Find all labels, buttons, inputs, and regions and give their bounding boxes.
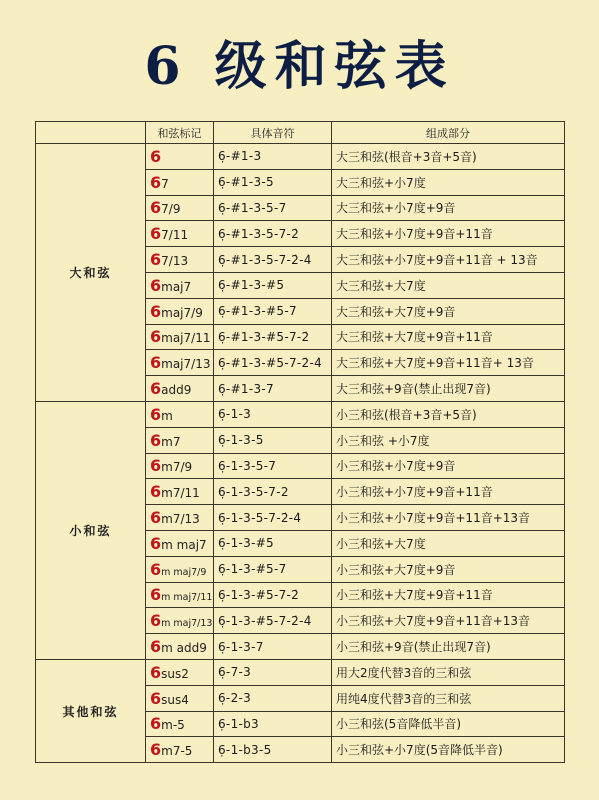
chord-mark-cell xyxy=(146,685,214,711)
chord-mark-cell xyxy=(146,711,214,737)
chord-root: 6 xyxy=(150,327,162,347)
chord-notes-cell: 6̣-1-3-#5-7-2̇-4̇ xyxy=(214,608,332,634)
chord-root: 6 xyxy=(150,611,162,631)
chord-root: 6 xyxy=(150,301,162,321)
chord-suffix: maj7/13 xyxy=(161,357,211,372)
chord-mark-cell xyxy=(146,247,214,273)
chord-notes-cell: 6̣-#1-3-#5-7 xyxy=(214,298,332,324)
chord-root: 6 xyxy=(150,637,162,657)
chord-suffix: maj7/11 xyxy=(161,331,211,346)
chord-suffix: m-5 xyxy=(161,718,185,733)
chord-components-cell: 小三和弦+大7度+9音+11音+13音 xyxy=(332,608,565,634)
chord-components-cell: 小三和弦+大7度+9音+11音 xyxy=(332,582,565,608)
chord-mark-cell xyxy=(146,582,214,608)
chord-mark-cell xyxy=(146,221,214,247)
chord-suffix: maj7/9 xyxy=(161,305,203,320)
chord-notes-cell: 6̣-#1-3-5-7-2̇-4̇ xyxy=(214,247,332,273)
chord-root: 6 xyxy=(150,559,162,579)
chord-components-cell: 小三和弦+大7度+9音 xyxy=(332,556,565,582)
chord-root: 6 xyxy=(150,172,162,192)
table-row xyxy=(36,144,565,170)
chord-components-cell: 大三和弦+9音(禁止出现7音) xyxy=(332,376,565,402)
chord-components-cell: 小三和弦 +小7度 xyxy=(332,427,565,453)
chord-root: 6 xyxy=(150,508,162,528)
chord-notes-cell: 6̣-#1-3 xyxy=(214,144,332,170)
chord-notes-cell: 6̣-1-3-5-7 xyxy=(214,453,332,479)
chord-mark-cell xyxy=(146,556,214,582)
chord-components-cell: 小三和弦+小7度+9音 xyxy=(332,453,565,479)
chord-root: 6 xyxy=(150,533,162,553)
chord-root: 6 xyxy=(150,740,162,760)
chord-suffix: 7 xyxy=(161,176,169,191)
table-row xyxy=(36,401,565,427)
table-row xyxy=(36,659,565,685)
chord-components-cell: 用大2度代替3音的三和弦 xyxy=(332,659,565,685)
chord-notes-cell: 6̣-1-b3-5 xyxy=(214,737,332,763)
chord-components-cell: 大三和弦+小7度+9音 xyxy=(332,195,565,221)
chord-notes-cell: 6̣-1-3-#5 xyxy=(214,530,332,556)
chord-notes-cell: 6̣-1-3-5-7-2̇-4̇ xyxy=(214,505,332,531)
chord-components-cell: 大三和弦+小7度+9音+11音 xyxy=(332,221,565,247)
chord-mark-cell xyxy=(146,144,214,170)
chord-notes-cell: 6̣-#1-3-#5-7-2̇ xyxy=(214,324,332,350)
chord-suffix: m maj7 xyxy=(161,537,207,552)
chord-notes-cell: 6̣-#1-3-#5-7-2̇-4̇ xyxy=(214,350,332,376)
chord-root: 6 xyxy=(150,275,162,295)
header-components: 组成部分 xyxy=(332,122,565,144)
chord-suffix: m maj7/11 xyxy=(161,592,213,604)
chord-root: 6 xyxy=(150,430,162,450)
chord-suffix: 7/11 xyxy=(161,228,189,243)
chord-notes-cell: 6̣-1-3-5-7-2 xyxy=(214,479,332,505)
chord-components-cell: 小三和弦+大7度 xyxy=(332,530,565,556)
chord-notes-cell: 6̣-#1-3-5 xyxy=(214,169,332,195)
chord-mark-cell xyxy=(146,272,214,298)
chord-root: 6 xyxy=(150,456,162,476)
chord-mark-cell xyxy=(146,427,214,453)
chord-suffix: m maj7/13 xyxy=(161,618,213,630)
chord-mark-cell xyxy=(146,324,214,350)
chord-root: 6 xyxy=(150,224,162,244)
chord-suffix: m7/9 xyxy=(161,460,193,475)
header-chord-mark: 和弦标记 xyxy=(146,122,214,144)
chord-components-cell: 大三和弦+小7度+9音+11音 + 13音 xyxy=(332,247,565,273)
header-group xyxy=(36,122,146,144)
chord-root: 6 xyxy=(150,585,162,605)
chord-notes-cell: 6̣-1-3-5 xyxy=(214,427,332,453)
chord-components-cell: 大三和弦(根音+3音+5音) xyxy=(332,144,565,170)
chord-suffix: m7/13 xyxy=(161,512,200,527)
chord-mark-cell xyxy=(146,453,214,479)
chord-notes-cell: 6̣-#1-3-#5 xyxy=(214,272,332,298)
chord-components-cell: 小三和弦(根音+3音+5音) xyxy=(332,401,565,427)
chord-components-cell: 小三和弦(5音降低半音) xyxy=(332,711,565,737)
chord-mark-cell xyxy=(146,737,214,763)
chord-root: 6 xyxy=(150,404,162,424)
chord-mark-cell xyxy=(146,195,214,221)
chord-notes-cell: 6̣-2-3 xyxy=(214,685,332,711)
chord-mark-cell xyxy=(146,350,214,376)
chord-mark-cell xyxy=(146,659,214,685)
chord-components-cell: 小三和弦+小7度+9音+11音 xyxy=(332,479,565,505)
chord-mark-cell xyxy=(146,401,214,427)
chord-mark-cell xyxy=(146,530,214,556)
table-header-row xyxy=(36,122,565,144)
chord-suffix: m7-5 xyxy=(161,744,193,759)
chord-root: 6 xyxy=(150,353,162,373)
chord-notes-cell: 6̣-1-3-7 xyxy=(214,634,332,660)
chord-group-label: 小和弦 xyxy=(36,401,146,659)
chord-components-cell: 小三和弦+小7度(5音降低半音) xyxy=(332,737,565,763)
chord-root: 6 xyxy=(150,714,162,734)
chord-notes-cell: 6̣-1-3 xyxy=(214,401,332,427)
chord-components-cell: 大三和弦+大7度 xyxy=(332,272,565,298)
chord-components-cell: 用纯4度代替3音的三和弦 xyxy=(332,685,565,711)
chord-suffix: m7/11 xyxy=(161,486,200,501)
chord-root: 6 xyxy=(150,482,162,502)
chord-components-cell: 小三和弦+9音(禁止出现7音) xyxy=(332,634,565,660)
chord-mark-cell xyxy=(146,376,214,402)
chord-suffix: sus2 xyxy=(161,666,189,681)
chord-components-cell: 大三和弦+大7度+9音+11音+ 13音 xyxy=(332,350,565,376)
chord-root: 6 xyxy=(150,662,162,682)
chord-mark-cell xyxy=(146,608,214,634)
chord-root: 6 xyxy=(150,198,162,218)
chord-notes-cell: 6̣-7-3 xyxy=(214,659,332,685)
chord-notes-cell: 6̣-#1-3-7 xyxy=(214,376,332,402)
chord-root: 6 xyxy=(150,379,162,399)
chord-group-label: 其他和弦 xyxy=(36,659,146,762)
chord-root: 6 xyxy=(150,146,162,166)
chord-suffix: 7/9 xyxy=(161,202,181,217)
chord-components-cell: 大三和弦+大7度+9音 xyxy=(332,298,565,324)
chord-notes-cell: 6̣-#1-3-5-7-2̇ xyxy=(214,221,332,247)
page-title: 6 级和弦表 xyxy=(144,36,455,97)
chord-suffix: maj7 xyxy=(161,279,192,294)
chord-table xyxy=(35,121,565,763)
chord-suffix: 7/13 xyxy=(161,254,189,269)
chord-mark-cell xyxy=(146,479,214,505)
chord-mark-cell xyxy=(146,505,214,531)
chord-mark-cell xyxy=(146,634,214,660)
chord-group-label: 大和弦 xyxy=(36,144,146,402)
chord-notes-cell: 6̣-1-b3 xyxy=(214,711,332,737)
chord-suffix: m xyxy=(161,408,173,423)
chord-suffix: add9 xyxy=(161,383,192,398)
chord-mark-cell xyxy=(146,298,214,324)
chord-notes-cell: 6̣-#1-3-5-7 xyxy=(214,195,332,221)
chord-components-cell: 大三和弦+小7度 xyxy=(332,169,565,195)
chord-suffix: m7 xyxy=(161,434,181,449)
chord-notes-cell: 6̣-1-3-#5-7-2̇ xyxy=(214,582,332,608)
chord-root: 6 xyxy=(150,250,162,270)
chord-suffix: m maj7/9 xyxy=(161,566,207,578)
chord-mark-cell xyxy=(146,169,214,195)
chord-suffix: sus4 xyxy=(161,692,189,707)
chord-notes-cell: 6̣-1-3-#5-7 xyxy=(214,556,332,582)
chord-suffix: m add9 xyxy=(161,641,207,656)
chord-root: 6 xyxy=(150,688,162,708)
chord-components-cell: 大三和弦+大7度+9音+11音 xyxy=(332,324,565,350)
header-notes: 具体音符 xyxy=(214,122,332,144)
chord-components-cell: 小三和弦+小7度+9音+11音+13音 xyxy=(332,505,565,531)
